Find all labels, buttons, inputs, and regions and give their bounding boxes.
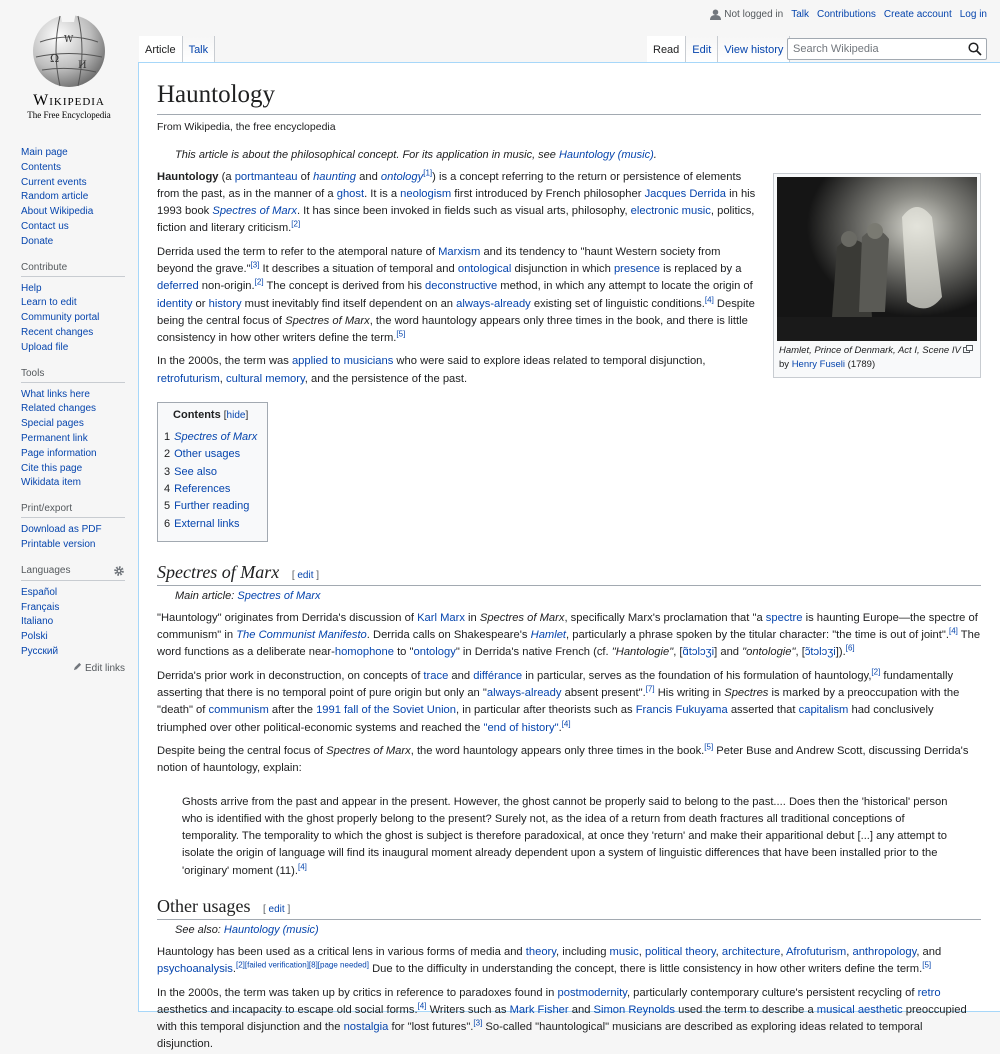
wiki-link[interactable]: always-already — [456, 297, 531, 310]
toc-number: 2 — [164, 448, 171, 461]
text-run: . — [232, 963, 236, 976]
sidebar-navigation — [21, 146, 125, 250]
text-run: Peter Buse and Andrew Scott, discussing Derrida's notion of hauntology, explain: — [157, 744, 969, 775]
edit-links[interactable]: Edit links — [21, 662, 125, 674]
sidebar-item-page-information[interactable]: Page information — [21, 447, 97, 459]
wiki-link[interactable]: applied to musicians — [291, 355, 394, 368]
pencil-icon — [73, 662, 82, 671]
toc-link[interactable]: References — [174, 482, 231, 495]
text-run: of — [297, 170, 314, 183]
citation-ref[interactable]: [5] — [922, 960, 932, 970]
log-in-link[interactable]: Log in — [959, 9, 987, 20]
text-run: absent present". — [561, 687, 646, 700]
artist-link[interactable]: Henry Fuseli — [791, 358, 846, 370]
wiki-link[interactable]: retrofuturism — [157, 372, 220, 385]
page-title: Hauntology — [157, 79, 981, 115]
wiki-link[interactable]: trace — [423, 669, 449, 682]
toc-hide-link[interactable]: hide — [226, 410, 246, 422]
text-run: is marked by a preoccupation with the "death" of — [157, 687, 960, 717]
tab-edit[interactable]: Edit — [686, 36, 718, 62]
wiki-link[interactable]: theory — [525, 946, 557, 958]
sidebar-item-lang-es[interactable]: Español — [21, 586, 58, 598]
main-article-link[interactable]: Spectres of Marx — [237, 589, 321, 602]
text-run: disjunction in which — [511, 262, 614, 275]
text-run: "Hantologie" — [611, 646, 674, 659]
text-run: Derrida's prior work in deconstruction, on concepts of — [157, 669, 424, 682]
wiki-link[interactable]: The Communist Manifesto — [236, 629, 367, 642]
wiki-link[interactable]: neologism — [400, 187, 452, 200]
citation-ref[interactable]: [3] — [250, 260, 260, 270]
edit-section-other-usages[interactable]: edit — [268, 904, 285, 915]
wiki-link[interactable]: ontological — [457, 262, 512, 275]
citation-ref[interactable]: [4] — [948, 626, 958, 636]
figure-caption: Hamlet, Prince of Denmark, Act I, Scene IV by Henry Fuseli (1789) — [777, 341, 977, 374]
tab-view-history[interactable]: View history — [718, 36, 790, 62]
spectres-paragraph-2 — [157, 668, 981, 737]
text-run: , — [715, 946, 722, 958]
toc-item[interactable] — [164, 516, 257, 533]
text-run: or — [192, 297, 209, 310]
wiki-link[interactable]: architecture — [721, 946, 781, 958]
text-run: "ontologie" — [742, 646, 796, 659]
sidebar-item-about[interactable]: About Wikipedia — [21, 206, 94, 218]
wiki-link[interactable]: Simon Reynolds — [593, 1003, 675, 1016]
text-run: who were said to explore ideas related to temporal disjunction, — [393, 355, 706, 368]
toc-item[interactable] — [164, 464, 257, 481]
text-run: , and — [916, 946, 942, 958]
site-subtitle: From Wikipedia, the free encyclopedia — [157, 120, 336, 133]
tab-read[interactable]: Read — [647, 36, 686, 62]
citation-ref[interactable]: [4] — [417, 1001, 427, 1011]
wiki-link[interactable]: spectre — [765, 611, 803, 624]
text-run: , the word hauntology appears only three times in the book, and there is little consistency in how other writers define the term. — [157, 314, 748, 345]
wiki-link[interactable]: ontology — [413, 646, 456, 659]
text-run: in particular, serves as the foundation of his formulation of hauntology, — [522, 669, 872, 682]
enlarge-icon[interactable] — [963, 345, 973, 353]
toc-number: 1 — [164, 431, 171, 444]
wiki-link[interactable]: cultural memory — [226, 372, 305, 385]
wiki-link[interactable]: musical aesthetic — [816, 1003, 903, 1016]
sidebar-item-main-page[interactable]: Main page — [21, 147, 68, 158]
citation-ref[interactable]: [5] — [396, 329, 406, 339]
text-run: Derrida used the term to refer to the atemporal nature of — [157, 245, 439, 258]
text-run: preoccupied with this temporal disjunction and the — [157, 1003, 967, 1034]
text-run: , particularly a phrase spoken by the titular character: "the time is out of joint". — [566, 629, 949, 642]
sidebar-languages — [21, 565, 125, 674]
wiki-link[interactable]: différance — [473, 669, 523, 682]
wiki-link[interactable]: music — [609, 946, 639, 958]
text-run: Hauntology — [157, 170, 219, 183]
text-run: non-origin. — [198, 280, 255, 293]
text-run: ] and — [714, 646, 743, 659]
section-heading-spectres: Spectres of Marx [ edit ] — [157, 562, 981, 586]
wiki-link[interactable]: Afrofuturism — [785, 946, 847, 958]
wiki-link[interactable]: retro — [917, 986, 941, 999]
sidebar-item-donate[interactable]: Donate — [21, 235, 54, 247]
sidebar-item-related-changes[interactable]: Related changes — [21, 403, 97, 415]
text-run: . Derrida calls on Shakespeare's — [366, 629, 531, 642]
text-run: (a — [218, 170, 235, 183]
sidebar-item-upload-file[interactable]: Upload file — [21, 341, 69, 353]
text-run: aesthetics and incapacity to escape old social forms. — [157, 1003, 418, 1016]
text-run: method, in which any attempt to locate the origin of — [497, 280, 753, 293]
hatnote: This article is about the philosophical concept. For its application in music, see Hauntology (music). — [175, 148, 657, 161]
text-run: and — [356, 170, 381, 183]
text-run: In the 2000s, the term was taken up by critics in reference to paradoxes found in — [157, 986, 558, 999]
text-run: Spectres of Marx — [479, 611, 565, 624]
text-run: first introduced by French philosopher — [451, 187, 645, 200]
sidebar-item-printable-version[interactable]: Printable version — [21, 538, 96, 550]
text-run: The word functions as a deliberate near- — [157, 629, 981, 659]
wiki-link[interactable]: postmodernity — [557, 986, 627, 999]
create-account-link[interactable]: Create account — [883, 9, 952, 20]
see-also-link[interactable]: Hauntology (music) — [223, 924, 319, 936]
text-run: The concept is derived from his — [263, 280, 426, 293]
wiki-link[interactable]: always-already — [486, 687, 562, 700]
text-run: So-called "hauntological" musicians are described as exploring ideas related to temporal disjunction. — [157, 1021, 923, 1051]
sidebar-heading-contribute: Contribute — [21, 262, 125, 277]
text-run: after the — [268, 704, 317, 717]
wiki-link[interactable]: anthropology — [852, 946, 917, 958]
text-run: . It is a — [364, 187, 401, 200]
wiki-link[interactable]: Hamlet — [530, 629, 567, 642]
wiki-link[interactable]: portmanteau — [234, 170, 298, 183]
wiki-link[interactable]: ghost — [336, 187, 365, 200]
text-run: It describes a situation of temporal and — [259, 262, 458, 275]
wiki-link[interactable]: deferred — [157, 280, 199, 293]
text-run: , including — [556, 946, 610, 958]
tab-talk[interactable]: Talk — [183, 36, 216, 62]
wiki-link[interactable]: homophone — [334, 646, 394, 659]
sidebar-item-download-pdf[interactable]: Download as PDF — [21, 524, 102, 536]
text-run: Writers such as — [426, 1003, 510, 1016]
search-input[interactable] — [788, 39, 958, 59]
wiki-link[interactable]: 1991 fall of the Soviet Union — [316, 704, 456, 717]
text-run: Ghosts arrive from the past and appear in the present. However, the ghost cannot be properly said to belong to the past.... Does then the 'historical' person who is identified with the ghost properly belong to the present? Surely not, as the idea of a return from death fractures all traditional conceptions of temporality. The temporality to which the ghost is subject is therefore paradoxical, at once they 'return' and make their apparitional debut [...] any attempt to isolate the origin of language will find its inaugural moment already dependent upon a system of linguistic differences that have been installed prior to the 'originary' moment (11). — [182, 795, 948, 877]
wiki-link[interactable]: Mark Fisher — [509, 1003, 569, 1016]
sidebar-print-export — [21, 503, 125, 553]
toc-number: 6 — [164, 517, 171, 530]
wiki-link[interactable]: ɑ̃tɔlɔʒi — [682, 646, 715, 659]
svg-text:Ω: Ω — [50, 52, 60, 65]
sidebar — [21, 146, 125, 686]
text-run: , — [219, 372, 227, 385]
text-run: is haunting Europe—the spectre of communism" in — [157, 611, 978, 642]
citation-ref[interactable]: [3] — [473, 1018, 483, 1028]
text-run: in his 1993 book — [157, 187, 756, 218]
logo-tagline: The Free Encyclopedia — [27, 110, 111, 120]
wiki-link[interactable]: Jacques Derrida — [644, 187, 727, 200]
wiki-link[interactable]: psychoanalysis — [157, 963, 233, 976]
text-run: , — [780, 946, 786, 958]
text-run: ) is a concept referring to the return or persistence of elements from the past, as in the manner of a — [157, 170, 742, 200]
text-run: Hauntology has been used as a critical lens in various forms of media and — [157, 946, 526, 958]
toc-item[interactable] — [164, 446, 257, 463]
wiki-link[interactable]: deconstructive — [425, 280, 498, 293]
toc-item[interactable] — [164, 498, 257, 515]
wiki-link[interactable]: nostalgia — [343, 1021, 389, 1034]
other-usages-paragraph-2 — [157, 985, 981, 1054]
sidebar-item-random-article[interactable]: Random article — [21, 191, 89, 203]
wiki-link[interactable]: Spectres of Marx — [212, 205, 297, 218]
sidebar-item-lang-fr[interactable]: Français — [21, 601, 60, 613]
toc-link[interactable]: Spectres of Marx — [174, 431, 258, 444]
text-run: Spectres — [724, 687, 769, 700]
toc-link[interactable]: External links — [174, 517, 240, 530]
search-box — [787, 38, 987, 60]
text-run: Spectres of Marx — [326, 744, 411, 757]
wiki-link[interactable]: Marxism — [438, 245, 481, 258]
sidebar-item-special-pages[interactable]: Special pages — [21, 418, 84, 430]
wiki-link[interactable]: electronic music — [630, 205, 711, 218]
svg-text:W: W — [64, 35, 74, 45]
text-run: His writing in — [654, 687, 725, 700]
text-run: must inevitably find itself dependent on an — [241, 297, 457, 310]
text-run: , in particular after theorists such as — [456, 704, 636, 717]
text-run: . — [558, 721, 562, 734]
sidebar-contribute — [21, 262, 125, 356]
contributions-link[interactable]: Contributions — [817, 9, 876, 20]
text-run: , politics, fiction and literary criticism. — [157, 205, 755, 235]
text-run: Spectres of Marx — [285, 314, 370, 327]
text-run: asserted that — [727, 704, 799, 717]
toc-number: 3 — [164, 465, 171, 478]
sidebar-item-help[interactable]: Help — [21, 282, 42, 294]
text-run: Despite being the central focus of — [157, 297, 755, 327]
sidebar-item-recent-changes[interactable]: Recent changes — [21, 326, 94, 338]
wiki-link[interactable]: Francis Fukuyama — [635, 704, 728, 717]
text-run: had conclusively triumphed over other political-economic systems and reached the — [157, 704, 934, 734]
sidebar-item-permanent-link[interactable]: Permanent link — [21, 432, 88, 444]
toc-item[interactable] — [164, 481, 257, 498]
toc-title: Contents [hide] — [173, 409, 249, 422]
wiki-link[interactable]: history — [208, 297, 242, 310]
sidebar-item-cite-this-page[interactable]: Cite this page — [21, 462, 83, 474]
text-run: is replaced by a — [659, 262, 742, 275]
wiki-link[interactable]: presence — [613, 262, 660, 275]
spectres-paragraph-1 — [157, 610, 981, 662]
wikipedia-logo[interactable] — [0, 0, 138, 130]
wiki-link[interactable]: communism — [208, 704, 269, 717]
text-run: in — [464, 611, 480, 624]
edit-section-spectres[interactable]: edit — [297, 569, 314, 581]
text-run: existing set of linguistic conditions. — [530, 297, 705, 310]
personal-tools — [710, 9, 987, 20]
wiki-link[interactable]: ɔ̃tɔlɔʒi — [804, 646, 836, 659]
view-tabs — [647, 36, 790, 62]
citation-ref[interactable]: [2] — [871, 667, 881, 676]
text-run: used the term to describe a — [675, 1003, 817, 1016]
text-run: . It has since been invoked in fields such as visual arts, philosophy, — [296, 205, 631, 218]
toc-link[interactable]: See also — [174, 465, 217, 478]
text-run: " in Derrida's native French (cf. — [455, 646, 612, 659]
user-icon — [710, 9, 721, 20]
sidebar-item-lang-pl[interactable]: Polski — [21, 631, 48, 643]
sidebar-item-contents[interactable]: Contents — [21, 161, 62, 173]
sidebar-item-lang-it[interactable]: Italiano — [21, 616, 54, 628]
citation-ref[interactable]: [2] — [291, 219, 301, 229]
globe-puzzle-icon — [30, 12, 108, 90]
sidebar-heading-languages: Languages — [21, 565, 125, 581]
block-quote — [182, 794, 959, 880]
citation-ref[interactable]: [1] — [423, 167, 433, 177]
article-content — [138, 62, 1000, 1051]
gear-icon[interactable] — [113, 565, 125, 577]
text-run: , the word hauntology appears only three times in the book. — [410, 744, 705, 757]
svg-text:И: И — [78, 60, 87, 71]
text-run: and its tendency to "haunt Western society from beyond the grave." — [157, 245, 721, 275]
citation-ref[interactable]: [5] — [704, 742, 714, 752]
figure-image[interactable] — [777, 177, 977, 341]
text-run: , particularly contemporary culture's persistent recycling of — [626, 986, 918, 999]
text-run: fundamentally asserting that there is no temporal point of pure origin but only an " — [157, 669, 954, 700]
text-run: , and the persistence of the past. — [304, 372, 468, 385]
see-also-note: See also: Hauntology (music) — [175, 924, 319, 936]
text-run: and — [448, 669, 474, 682]
main-article-note: Main article: Spectres of Marx — [175, 589, 321, 602]
sidebar-item-what-links-here[interactable]: What links here — [21, 388, 90, 400]
citation-ref[interactable]: [4] — [297, 861, 307, 871]
toc-link[interactable]: Further reading — [174, 500, 250, 513]
citation-ref[interactable]: [2] — [254, 277, 264, 287]
text-run: Despite being the central focus of — [157, 744, 327, 757]
not-logged-in: Not logged in — [710, 9, 783, 20]
text-run: to " — [393, 646, 414, 659]
citation-ref[interactable]: [4] — [561, 718, 571, 728]
toc-item[interactable] — [164, 429, 257, 446]
wiki-link[interactable]: haunting — [313, 170, 357, 183]
logo-wordmark: Wikipedia — [33, 92, 105, 109]
wiki-link[interactable]: ontology — [380, 170, 424, 183]
text-run: Due to the difficulty in understanding the concept, there is little consistency in how other writers define the term. — [368, 963, 923, 976]
wiki-link[interactable]: capitalism — [798, 704, 849, 717]
spectres-paragraph-3 — [157, 743, 981, 778]
citation-ref[interactable]: [4] — [704, 294, 714, 304]
citation-ref[interactable]: [2][failed verification][8][page needed] — [235, 960, 369, 970]
sidebar-item-wikidata-item[interactable]: Wikidata item — [21, 477, 82, 489]
hatnote-link[interactable]: Hauntology (music) — [558, 148, 654, 161]
sidebar-heading-print: Print/export — [21, 503, 125, 518]
sidebar-item-learn-to-edit[interactable]: Learn to edit — [21, 297, 77, 309]
citation-ref[interactable]: [7] — [645, 684, 655, 694]
text-run: and — [568, 1003, 594, 1016]
tab-article[interactable]: Article — [139, 36, 183, 62]
talk-link[interactable]: Talk — [791, 9, 809, 20]
sidebar-heading-tools: Tools — [21, 368, 125, 383]
painting-illustration — [777, 177, 977, 341]
text-run: , [ — [795, 646, 805, 659]
sidebar-item-community-portal[interactable]: Community portal — [21, 312, 100, 324]
text-run: , — [846, 946, 853, 958]
wiki-link[interactable]: "end of history" — [483, 721, 559, 734]
text-run: In the 2000s, the term was — [157, 355, 292, 368]
toc-link[interactable]: Other usages — [174, 448, 241, 461]
sidebar-item-current-events[interactable]: Current events — [21, 176, 87, 188]
sidebar-item-contact[interactable]: Contact us — [21, 220, 69, 232]
article-figure — [773, 173, 981, 378]
sidebar-item-lang-ru[interactable]: Русский — [21, 645, 59, 657]
section-heading-other-usages: Other usages [ edit ] — [157, 896, 981, 920]
toc-number: 5 — [164, 500, 171, 513]
text-run: , [ — [673, 646, 683, 659]
text-run: , — [638, 946, 645, 958]
text-run: , specifically Marx's proclamation that "a — [564, 611, 766, 624]
text-run: for "lost futures". — [388, 1021, 474, 1034]
namespace-tabs — [139, 36, 215, 62]
search-icon[interactable] — [968, 42, 982, 56]
table-of-contents — [157, 402, 268, 542]
sidebar-tools — [21, 368, 125, 492]
wiki-link[interactable]: identity — [157, 297, 193, 310]
citation-ref[interactable]: [6] — [845, 643, 855, 653]
toc-number: 4 — [164, 482, 171, 495]
text-run: "Hauntology" originates from Derrida's discussion of — [157, 611, 418, 624]
text-run: ]). — [835, 646, 846, 659]
other-usages-paragraph-1 — [157, 944, 981, 979]
wiki-link[interactable]: Karl Marx — [417, 611, 465, 624]
wiki-link[interactable]: political theory — [644, 946, 716, 958]
